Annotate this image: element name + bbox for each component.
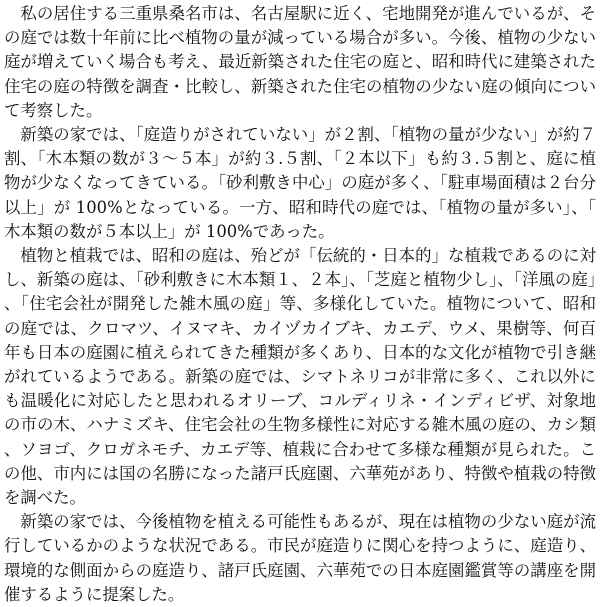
paragraph-introduction: 私の居住する三重県桑名市は、名古屋駅に近く、宅地開発が進んでいるが、その庭では数十年前に比べ植物の量が減っている場合が多い。今後、植物の少ない庭が増えていく場合も考え、最近新築された住宅の庭と、昭和時代に建築された住宅の庭の特徴を調査・比較し、新築された住宅の植物の少ない庭の傾向について考察した。 bbox=[4, 4, 596, 120]
paragraph-proposal: 新築の家では、今後植物を植える可能性もあるが、現在は植物の少ない庭が流行しているかのような状況である。市民が庭造りに関心を持つように、庭造り、環境的な側面からの庭造り、諸戸氏庭園、六華苑での日本庭園鑑賞等の講座を開催するように提案した。 bbox=[4, 512, 596, 604]
paragraph-new-house-findings: 新築の家では、「庭造りがされていない」が２割、「植物の量が少ない」が約７割、「木本類の数が３～５本」が約３.５割、「２本以下」も約３.５割と、庭に植物が少なくなってきている。「砂利敷き中心」の庭が多く、「駐車場面積は２台分以上」が 100%となっている。一方、昭和時代の庭では、「植物の量が多い」、「木本類の数が５本以上」が 100%であった。 bbox=[4, 125, 596, 241]
document-body bbox=[4, 2, 596, 607]
paragraph-plants-and-planting: 植物と植栽では、昭和の庭は、殆どが「伝統的・日本的」な植栽であるのに対し、新築の庭は、「砂利敷きに木本類１、２本」、「芝庭と植物少し」、「洋風の庭」、「住宅会社が開発した雑木風の庭」等、多様化していた。植物について、昭和の庭では、クロマツ、イヌマキ、カイヅカイブキ、カエデ、ウメ、果樹等、何百年も日本の庭園に植えられてきた種類が多くあり、日本的な文化が植物で引き継がれているようである。新築の庭では、シマトネリコが非常に多く、これ以外にも温暖化に対応したと思われるオリーブ、コルディリネ・インディビザ、対象地の市の木、ハナミズキ、住宅会社の生物多様性に対応する雑木風の庭の、カシ類、ソヨゴ、クロガネモチ、カエデ等、植栽に合わせて多様な種類が見られた。この他、市内には国の名勝になった諸戸氏庭園、六華苑があり、特徴や植栽の特徴を調べた。 bbox=[4, 246, 596, 508]
